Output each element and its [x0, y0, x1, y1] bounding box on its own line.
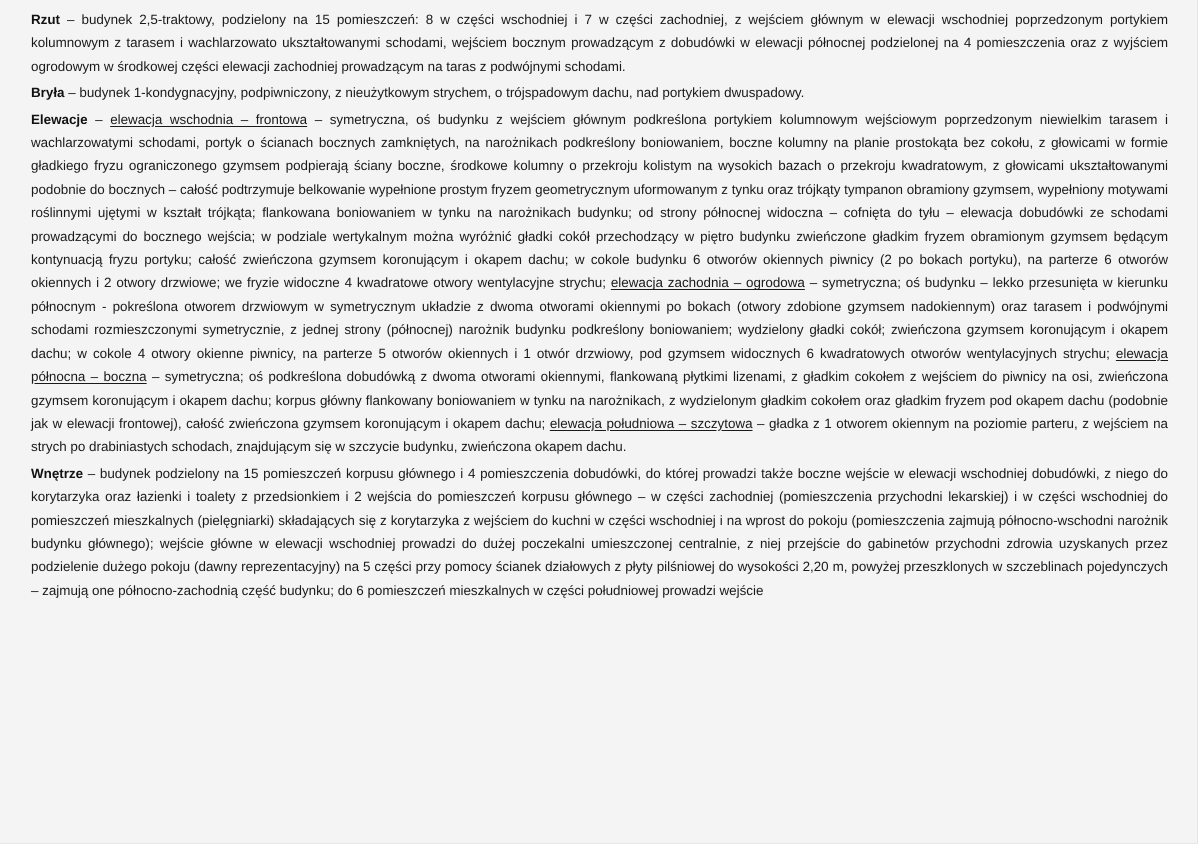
- paragraph-wnetrze: [31, 462, 1168, 602]
- text-wnetrze: – budynek podzielony na 15 pomieszczeń korpusu głównego i 4 pomieszczenia dobudówki, do której prowadzi także boczne wejście w elewacji wschodniej dobudówki, z niego do korytarzyka oraz łazienki i toalety z przedsionkiem i 2 wejścia do pomieszczeń korpusu głównego – w części zachodniej (pomieszczenia przychodni lekarskiej) i w części wschodniej do pomieszczeń mieszkalnych (pielęgniarki) składających się z korytarzyka z wejściem do kuchni w części wschodniej i na wprost do pokoju (pomieszczenia zajmują północno-wschodni narożnik budynku głównego); wejście główne w elewacji wschodniej prowadzi do dużej poczekalni umieszczonej centralnie, z niej przejście do gabinetów przychodni zdrowia uzyskanych przez podzielenie dużego pokoju (dawny reprezentacyjny) na 5 części przy pomocy ścianek działowych z płyty pilśniowej do wysokości 2,20 m, powyżej przeszklonych w szczeblinach pojedynczych – zajmują one północno-zachodnią część budynku; do 6 pomieszczeń mieszkalnych w części południowej prowadzi wejście: [31, 465, 1168, 598]
- text-south-elevation: – gładka z 1 otworem okiennym na poziomie parteru, z wejściem na strych po drabiniastych schodach, znajdującym się w szczycie budynku, zwieńczona okapem dachu.: [31, 415, 1168, 455]
- text-west-elevation: – symetryczna; oś budynku – lekko przesunięta w kierunku północnym - pokreślona otworem drzwiowym w symetrycznym układzie z dwoma otworami okiennymi po bokach (otwory zdobione gzymsem nadokiennym) oraz tarasem i podwójnymi schodami rozmieszczonymi symetrycznie, z jednej strony (północnej) narożnik budynku podkreślony boniowaniem; wydzielony gładki cokół; zwieńczona gzymsem koronującym i okapem dachu; w cokole 4 otwory okienne piwnicy, na parterze 5 otworów okiennych i 1 otwór drzwiowy, pod gzymsem widocznych 6 kwadratowych otworów wentylacyjnych strychu;: [31, 275, 1169, 361]
- separator-elewacje: –: [87, 111, 111, 127]
- label-north-elevation: elewacja północna – boczna: [31, 345, 1168, 385]
- heading-wnetrze: Wnętrze: [31, 465, 84, 481]
- heading-elewacje: Elewacje: [31, 111, 88, 127]
- paragraph-bryla: [31, 81, 1168, 104]
- text-bryla: – budynek 1-kondygnacyjny, podpiwniczony, z nieużytkowym strychem, o trójspadowym dachu, nad portykiem dwuspadowy.: [64, 85, 805, 101]
- text-east-elevation: – symetryczna, oś budynku z wejściem głównym podkreślona portykiem kolumnowym wejściowym poprzedzonym niewielkim tarasem i wachlarzowatymi schodami, portyk o ścianach bocznych zamkniętych, na narożnikach podkreślony boniowaniem, boczne kolumny na planie prostokąta bez cokołu, z głowicami w formie gładkiego fryzu ograniczonego gzymsem podpierają ściany boczne, środkowe kolumny o przekroju kolistym na wysokich bazach o przekroju kwadratowym, z głowicami ukształtowanymi podobnie do bocznych – całość podtrzymuje belkowanie wypełnione prostym fryzem geometrycznym uformowanym z tynku oraz trójkąty tympanon obramiony gzymsem, wypełniony motywami roślinnymi ujętymi w kształt trójkąta; flankowana boniowaniem w tynku na narożnikach budynku; od strony północnej widoczna – cofnięta do tyłu – elewacja dobudówki ze schodami prowadzącymi do bocznego wejścia; w podziale wertykalnym można wyróżnić gładki cokół przechodzący w piętro budynku zwieńczone gładkim fryzem obramionym gzymsem będącym kontynuacją fryzu portyku; całość zwieńczona gzymsem koronującym i okapem dachu; w cokole budynku 6 otworów okiennych piwnicy (2 po bokach portyku), na parterze 6 otworów okiennych i 2 otwory drzwiowe; we fryzie widoczne 4 kwadratowe otwory wentylacyjne strychu;: [31, 111, 1168, 291]
- heading-rzut: Rzut: [31, 12, 61, 27]
- document-text: [31, 8, 1168, 605]
- heading-bryla: Bryła: [31, 85, 65, 101]
- label-south-elevation: elewacja południowa – szczytowa: [549, 415, 753, 431]
- text-rzut: – budynek 2,5-traktowy, podzielony na 15 pomieszczeń: 8 w części wschodniej i 7 w części zachodniej, z wejściem głównym w elewacji wschodniej poprzedzonym portykiem kolumnowym z tarasem i wachlarzowato ukształtowanymi schodami, wejściem bocznym prowadzącym z dobudówki w elewacji północnej podzielonej na 4 pomieszczenia oraz z wyjściem ogrodowym w środkowej części elewacji zachodniej prowadzącym na taras z podwójnymi schodami.: [31, 12, 1168, 74]
- paragraph-elewacje: [31, 108, 1168, 459]
- paragraph-rzut: [31, 8, 1168, 78]
- label-east-elevation: elewacja wschodnia – frontowa: [110, 111, 308, 127]
- label-west-elevation: elewacja zachodnia – ogrodowa: [610, 275, 805, 291]
- text-north-elevation: – symetryczna; oś podkreślona dobudówką z dwoma otworami okiennymi, flankowaną płytkimi lizenami, z gładkim cokołem z wejściem do piwnicy na osi, zwieńczona gzymsem koronującym i okapem dachu; korpus główny flankowany boniowaniem w tynku na narożnikach, z wydzielonym gładkim cokołem oraz gładkim fryzem pod okapem dachu (podobnie jak w elewacji frontowej), całość zwieńczona gzymsem koronującym i okapem dachu;: [31, 369, 1169, 431]
